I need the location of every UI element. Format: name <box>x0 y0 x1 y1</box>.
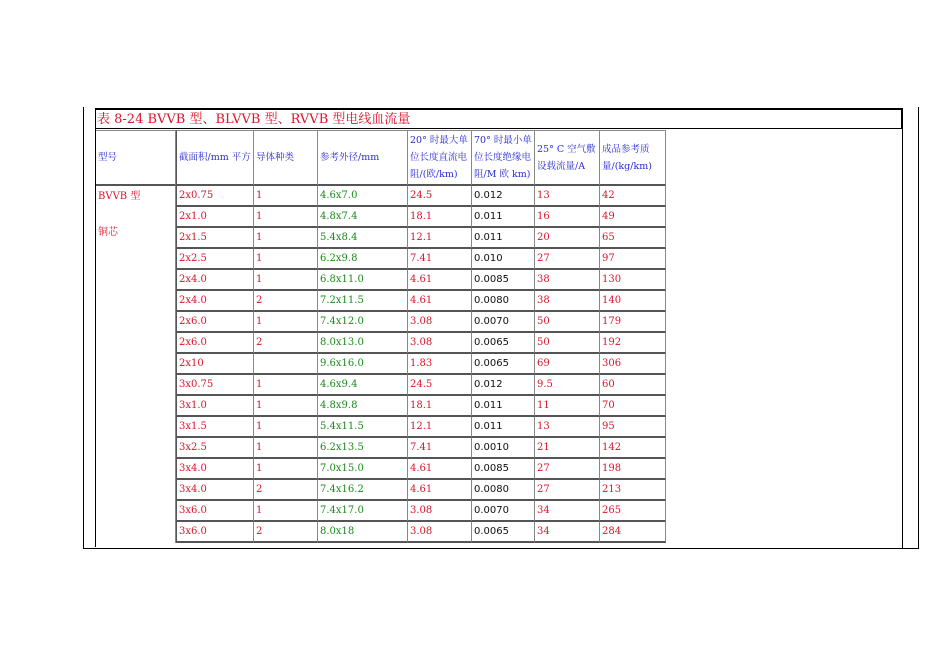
cell-insulation-resistance: 0.012 <box>472 186 535 207</box>
cell-conductor-type: 1 <box>254 312 318 333</box>
cell-conductor-type: 1 <box>254 270 318 291</box>
cell-cross-section: 3x6.0 <box>176 501 254 522</box>
cell-conductor-type: 1 <box>254 207 318 228</box>
table-row <box>96 333 666 354</box>
cell-insulation-resistance: 0.011 <box>472 207 535 228</box>
cell-mass: 42 <box>600 186 666 207</box>
cell-dc-resistance: 12.1 <box>408 417 472 438</box>
cell-cross-section: 2x10 <box>176 354 254 375</box>
table-row <box>96 396 666 417</box>
cell-dc-resistance: 12.1 <box>408 228 472 249</box>
cell-mass: 284 <box>600 522 666 543</box>
cell-insulation-resistance: 0.010 <box>472 249 535 270</box>
header-dc-resistance: 20° 时最大单位长度直流电阻/(欧/km) <box>408 130 472 186</box>
cell-ampacity: 11 <box>535 396 600 417</box>
cell-ampacity: 13 <box>535 186 600 207</box>
table-title: 表 8-24 BVVB 型、BLVVB 型、RVVB 型电线血流量 <box>95 108 902 129</box>
cell-outer-diameter: 7.2x11.5 <box>318 291 408 312</box>
cell-conductor-type: 2 <box>254 522 318 543</box>
cell-mass: 95 <box>600 417 666 438</box>
table-row <box>96 480 666 501</box>
cell-cross-section: 2x1.0 <box>176 207 254 228</box>
cell-ampacity: 38 <box>535 270 600 291</box>
cell-outer-diameter: 5.4x8.4 <box>318 228 408 249</box>
cell-conductor-type: 1 <box>254 438 318 459</box>
cell-outer-diameter: 7.4x16.2 <box>318 480 408 501</box>
cell-insulation-resistance: 0.0065 <box>472 333 535 354</box>
cell-conductor-type: 1 <box>254 501 318 522</box>
cell-cross-section: 3x6.0 <box>176 522 254 543</box>
cell-cross-section: 2x1.5 <box>176 228 254 249</box>
cell-outer-diameter: 4.8x9.8 <box>318 396 408 417</box>
document-margin-rule <box>902 108 917 548</box>
cell-dc-resistance: 18.1 <box>408 207 472 228</box>
cell-conductor-type: 1 <box>254 186 318 207</box>
cell-dc-resistance: 3.08 <box>408 333 472 354</box>
cell-cross-section: 3x4.0 <box>176 459 254 480</box>
cell-ampacity: 34 <box>535 501 600 522</box>
header-ampacity: 25° C 空气敷设载流量/A <box>535 130 600 186</box>
cell-cross-section: 3x4.0 <box>176 480 254 501</box>
cell-dc-resistance: 24.5 <box>408 186 472 207</box>
table-row <box>96 186 666 207</box>
cell-conductor-type: 1 <box>254 459 318 480</box>
cell-dc-resistance: 18.1 <box>408 396 472 417</box>
cell-mass: 179 <box>600 312 666 333</box>
cell-mass: 192 <box>600 333 666 354</box>
cell-dc-resistance: 3.08 <box>408 522 472 543</box>
cell-cross-section: 3x1.5 <box>176 417 254 438</box>
table-row <box>96 312 666 333</box>
header-mass: 成品参考质量/(kg/km) <box>600 130 666 186</box>
cell-ampacity: 50 <box>535 312 600 333</box>
header-outer-diameter: 参考外径/mm <box>318 130 408 186</box>
cell-cross-section: 3x1.0 <box>176 396 254 417</box>
cell-conductor-type: 1 <box>254 396 318 417</box>
cell-outer-diameter: 4.6x7.0 <box>318 186 408 207</box>
table-row <box>96 249 666 270</box>
cell-outer-diameter: 7.4x17.0 <box>318 501 408 522</box>
cell-ampacity: 34 <box>535 522 600 543</box>
cell-insulation-resistance: 0.011 <box>472 228 535 249</box>
cell-conductor-type <box>254 354 318 375</box>
cell-cross-section: 2x0.75 <box>176 186 254 207</box>
cell-mass: 49 <box>600 207 666 228</box>
header-row <box>96 130 666 186</box>
cell-mass: 65 <box>600 228 666 249</box>
cell-mass: 213 <box>600 480 666 501</box>
cell-cross-section: 2x6.0 <box>176 333 254 354</box>
table-row <box>96 501 666 522</box>
cell-outer-diameter: 6.2x13.5 <box>318 438 408 459</box>
table-row <box>96 354 666 375</box>
cell-mass: 198 <box>600 459 666 480</box>
cell-conductor-type: 1 <box>254 228 318 249</box>
model-name: BVVB 型 <box>98 191 141 202</box>
cell-ampacity: 50 <box>535 333 600 354</box>
cell-outer-diameter: 4.8x7.4 <box>318 207 408 228</box>
cell-dc-resistance: 7.41 <box>408 438 472 459</box>
cell-outer-diameter: 6.2x9.8 <box>318 249 408 270</box>
cell-dc-resistance: 3.08 <box>408 312 472 333</box>
cell-cross-section: 2x4.0 <box>176 291 254 312</box>
cell-cross-section: 3x0.75 <box>176 375 254 396</box>
cell-insulation-resistance: 0.0070 <box>472 312 535 333</box>
cell-mass: 130 <box>600 270 666 291</box>
cell-dc-resistance: 4.61 <box>408 459 472 480</box>
cell-conductor-type: 1 <box>254 417 318 438</box>
cell-mass: 306 <box>600 354 666 375</box>
cell-conductor-type: 1 <box>254 375 318 396</box>
cell-cross-section: 3x2.5 <box>176 438 254 459</box>
cell-cross-section: 2x6.0 <box>176 312 254 333</box>
model-cell <box>96 186 176 543</box>
cell-ampacity: 27 <box>535 249 600 270</box>
cell-ampacity: 27 <box>535 480 600 501</box>
cell-dc-resistance: 4.61 <box>408 270 472 291</box>
table-body <box>96 130 666 543</box>
cell-outer-diameter: 7.4x12.0 <box>318 312 408 333</box>
table-row <box>96 375 666 396</box>
cell-outer-diameter: 4.6x9.4 <box>318 375 408 396</box>
current-capacity-table <box>96 130 666 543</box>
cell-conductor-type: 2 <box>254 480 318 501</box>
cell-conductor-type: 1 <box>254 249 318 270</box>
cell-outer-diameter: 6.8x11.0 <box>318 270 408 291</box>
cell-ampacity: 13 <box>535 417 600 438</box>
cell-insulation-resistance: 0.0065 <box>472 354 535 375</box>
cell-dc-resistance: 4.61 <box>408 291 472 312</box>
cell-ampacity: 21 <box>535 438 600 459</box>
header-conductor-type: 导体种类 <box>254 130 318 186</box>
cell-mass: 97 <box>600 249 666 270</box>
cell-ampacity: 69 <box>535 354 600 375</box>
header-model: 型号 <box>96 130 176 186</box>
cell-cross-section: 2x4.0 <box>176 270 254 291</box>
table-row <box>96 459 666 480</box>
cell-mass: 140 <box>600 291 666 312</box>
table-row <box>96 522 666 543</box>
cell-outer-diameter: 9.6x16.0 <box>318 354 408 375</box>
table-row <box>96 207 666 228</box>
cell-ampacity: 16 <box>535 207 600 228</box>
table-row <box>96 417 666 438</box>
cell-insulation-resistance: 0.0010 <box>472 438 535 459</box>
cell-mass: 60 <box>600 375 666 396</box>
cell-dc-resistance: 1.83 <box>408 354 472 375</box>
cell-outer-diameter: 5.4x11.5 <box>318 417 408 438</box>
cell-mass: 70 <box>600 396 666 417</box>
cell-outer-diameter: 7.0x15.0 <box>318 459 408 480</box>
cell-conductor-type: 2 <box>254 333 318 354</box>
cell-ampacity: 27 <box>535 459 600 480</box>
cell-mass: 142 <box>600 438 666 459</box>
model-conductor: 铜芯 <box>98 227 118 238</box>
cell-ampacity: 9.5 <box>535 375 600 396</box>
cell-cross-section: 2x2.5 <box>176 249 254 270</box>
cell-insulation-resistance: 0.0065 <box>472 522 535 543</box>
header-insulation-resistance: 70° 时最小单位长度绝缘电阻/M 欧 km) <box>472 130 535 186</box>
cell-mass: 265 <box>600 501 666 522</box>
cell-dc-resistance: 7.41 <box>408 249 472 270</box>
table-row <box>96 438 666 459</box>
table-row <box>96 291 666 312</box>
cell-insulation-resistance: 0.0085 <box>472 459 535 480</box>
cell-insulation-resistance: 0.011 <box>472 396 535 417</box>
cell-insulation-resistance: 0.0070 <box>472 501 535 522</box>
table-row <box>96 228 666 249</box>
cell-dc-resistance: 4.61 <box>408 480 472 501</box>
header-cross-section: 截面积/mm 平方 <box>176 130 254 186</box>
cell-insulation-resistance: 0.0080 <box>472 480 535 501</box>
cell-ampacity: 20 <box>535 228 600 249</box>
cell-outer-diameter: 8.0x13.0 <box>318 333 408 354</box>
cell-ampacity: 38 <box>535 291 600 312</box>
cell-insulation-resistance: 0.0080 <box>472 291 535 312</box>
cell-dc-resistance: 3.08 <box>408 501 472 522</box>
cell-insulation-resistance: 0.011 <box>472 417 535 438</box>
table-row <box>96 270 666 291</box>
cell-outer-diameter: 8.0x18 <box>318 522 408 543</box>
cell-conductor-type: 2 <box>254 291 318 312</box>
cell-insulation-resistance: 0.012 <box>472 375 535 396</box>
cell-dc-resistance: 24.5 <box>408 375 472 396</box>
cell-insulation-resistance: 0.0085 <box>472 270 535 291</box>
